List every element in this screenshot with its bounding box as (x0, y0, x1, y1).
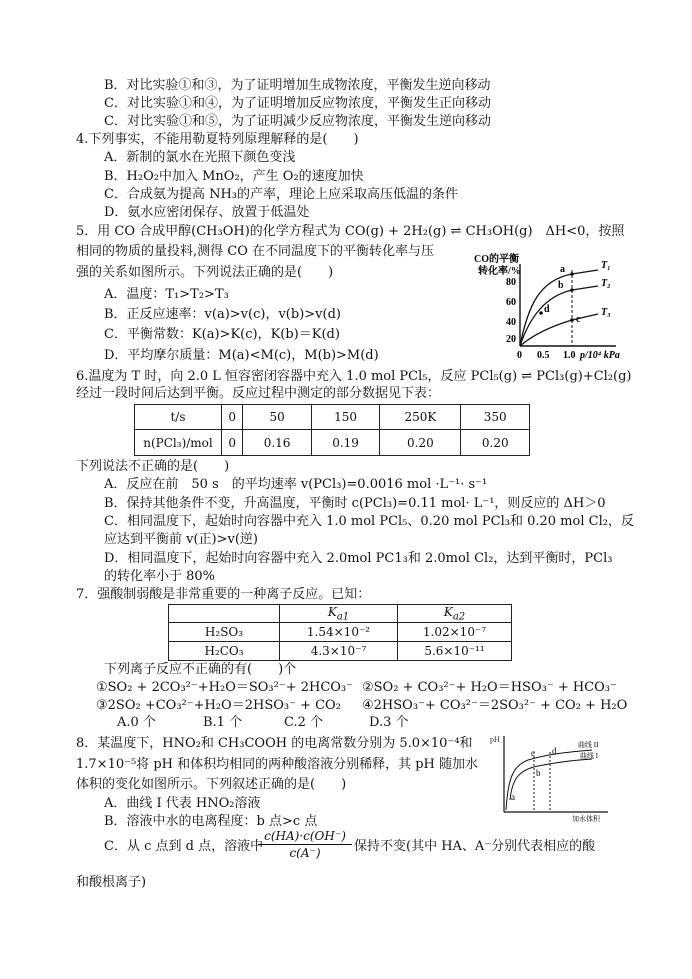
q7-stem: 7．强酸制弱酸是非常重要的一种离子反应。已知： (76, 587, 371, 602)
q7-table-row-h2so3 (169, 623, 512, 642)
q8-ph-figure (488, 730, 614, 822)
option-c-experiment-1-4: C．对比实验①和④，为了证明增加反应物浓度，平衡发生正向移动 (104, 96, 491, 111)
q6-stem-line1: 6.温度为 T 时，向 2.0 L 恒容密闭容器中充入 1.0 mol PCl₅，反应 PCl₅(g) ⇌ PCl₃(g)+Cl₂(g) (76, 369, 632, 384)
q7-cell: 1.54×10⁻² (280, 623, 398, 642)
q8-fraction-denominator: c(A⁻) (289, 846, 321, 860)
q7-reaction-3: ③2SO₂ +CO₃²⁻+H₂O＝2HSO₃⁻ + CO₂ (96, 698, 341, 713)
q6-option-d: D．相同温度下，起始时向容器中充入 2.0mol PC1₃和 2.0mol Cl₂，达到平衡时，PCl₃ (104, 551, 613, 566)
q7-cell: H₂CO₃ (169, 642, 280, 661)
q7-question: 下列离子反应不正确的有( )个 (104, 662, 297, 677)
q7-option-b: B.1 个 (203, 715, 243, 730)
q4-option-c: C．合成氨为提高 NH₃的产率，理论上应采取高压低温的条件 (104, 187, 459, 202)
q6-stem-line2: 经过一段时间后达到平衡。反应过程中测定的部分数据见下表： (76, 386, 441, 401)
q6-cell: 350 (461, 405, 530, 430)
q5-curve-label-t1: T₁ (601, 260, 611, 271)
q5-point-label-b: b (558, 280, 564, 291)
q5-stem-line3: 强的关系如图所示。下列说法正确的是( ) (76, 265, 334, 280)
q5-xtick-0-5: 0.5 (537, 350, 550, 361)
q5-stem-line2: 相同的物质的量投料,测得 CO 在不同温度下的平衡转化率与压 (76, 244, 435, 259)
q8-option-a: A．曲线 I 代表 HNO₂溶液 (104, 796, 261, 811)
option-b-experiment-1-3: B．对比实验①和③，为了证明增加生成物浓度，平衡发生逆向移动 (104, 78, 491, 93)
q8-point-label-b: b (536, 768, 541, 778)
q5-point-b (570, 288, 574, 292)
q5-option-a: A．温度：T₁>T₂>T₃ (104, 287, 229, 302)
q7-option-d: D.3 个 (369, 715, 409, 730)
q4-stem: 4.下列事实，不能用勒夏特列原理解释的是( ) (76, 132, 359, 147)
q7-reaction-1: ①SO₂ + 2CO₃²⁻+H₂O＝SO₃²⁻+ 2HCO₃⁻ (96, 680, 354, 695)
q8-fraction-numerator: c(HA)·c(OH⁻) (258, 828, 352, 845)
q8-curve-i (510, 759, 592, 800)
q4-option-a: A．新制的氯水在光照下颜色变浅 (104, 150, 296, 165)
q5-option-d: D．平均摩尔质量：M(a)<M(c)，M(b)>M(d) (104, 348, 379, 363)
q7-option-c: C.2 个 (284, 715, 324, 730)
q6-cell: 150 (311, 405, 379, 430)
q7-reaction-4: ④2HSO₃⁻+ CO₃²⁻＝2SO₃²⁻ + CO₂ + H₂O (362, 698, 628, 713)
q5-point-label-c: c (576, 314, 581, 325)
q5-stem-line1: 5．用 CO 合成甲醇(CH₃OH)的化学方程式为 CO(g) + 2H₂(g) ⇌ CH₃OH(g) ΔH<0，按照 (76, 224, 625, 239)
q7-ka1-sub: a1 (336, 611, 350, 623)
q7-table-header (169, 605, 512, 623)
q5-xtick-1-0: 1.0 (563, 350, 576, 361)
q7-table-row-h2co3 (169, 642, 512, 661)
q6-option-c: C．相同温度下，起始时向容器中充入 1.0 mol PCl₅、0.20 mol PCl₃和 0.20 mol Cl₂，反 (104, 514, 634, 529)
q7-option-a: A.0 个 (117, 715, 156, 730)
q6-question: 下列说法不正确的是( ) (76, 459, 230, 474)
q4-option-d: D．氨水应密闭保存、放置于低温处 (104, 205, 310, 220)
q7-cell (280, 605, 398, 623)
q8-option-b: B．溶液中水的电离程度：b 点>c 点 (104, 814, 318, 829)
q5-option-c: C．平衡常数：K(a)>K(c)，K(b)＝K(d) (104, 327, 340, 342)
q6-option-d-cont: 的转化率小于 80% (104, 569, 216, 584)
q6-option-a: A．反应在前 50 s 的平均速率 v(PCl₃)=0.0016 mol ·L⁻¹· s⁻¹ (104, 477, 488, 492)
q6-cell: 0.19 (311, 430, 379, 456)
q8-stem-line3: 体积的变化如图所示。下列叙述正确的是( ) (76, 777, 347, 792)
q6-cell: 0.20 (380, 430, 461, 456)
q5-curve-label-t3: T₃ (601, 307, 611, 318)
q8-ylabel: pH (490, 735, 500, 744)
q8-point-label-d: d (552, 746, 557, 756)
q6-cell: n(PCl₃)/mol (135, 430, 222, 456)
q5-ytick-60: 60 (506, 297, 516, 308)
q5-xtick-0: 0 (517, 350, 522, 361)
q7-cell: 5.6×10⁻¹¹ (398, 642, 512, 661)
q6-option-c-cont: 应达到平衡前 v(正)>v(逆) (104, 532, 259, 547)
q8-xlabel: 加水体积 (572, 815, 600, 822)
q4-option-b: B．H₂O₂中加入 MnO₂，产生 O₂的速度加快 (104, 169, 364, 184)
q6-cell: 250K (380, 405, 461, 430)
q5-ytick-20: 20 (506, 334, 516, 345)
q5-curve-t3 (520, 314, 598, 346)
q5-curve-label-t2: T₂ (601, 278, 611, 289)
q7-ka-table (168, 604, 512, 661)
q5-ytick-40: 40 (506, 317, 516, 328)
q6-cell: 0.16 (243, 430, 311, 456)
q5-ylabel-line1: CO的平衡 (474, 254, 519, 265)
q5-ytick-80: 80 (506, 277, 516, 288)
q5-xlabel: p/10⁴ kPa (580, 350, 620, 361)
q7-ka1-symbol: K (327, 605, 337, 619)
q5-option-b: B．正反应速率：v(a)>v(c)，v(b)>v(d) (104, 307, 341, 322)
q5-point-label-a: a (560, 264, 565, 275)
q7-cell: H₂SO₃ (169, 623, 280, 642)
q6-data-table (134, 404, 530, 456)
q8-point-label-a: a (511, 792, 515, 802)
q8-point-label-c: c (531, 748, 535, 758)
q8-curve-label-i: 曲线 I (580, 752, 599, 760)
q7-cell: 4.3×10⁻⁷ (280, 642, 398, 661)
q5-point-a (570, 272, 574, 276)
q7-cell: 1.02×10⁻⁷ (398, 623, 512, 642)
q8-stem-line1: 8．某温度下，HNO₂和 CH₃COOH 的电离常数分别为 5.0×10⁻⁴和 (76, 736, 473, 751)
q6-cell: 0.20 (461, 430, 530, 456)
q6-cell: 50 (243, 405, 311, 430)
q7-ka2-symbol: K (443, 605, 453, 619)
q8-option-c-cont: 和酸根离子) (76, 875, 147, 890)
q5-point-c (570, 318, 574, 322)
q7-cell (398, 605, 512, 623)
q5-point-d (539, 311, 543, 315)
q8-option-c-tail: 保持不变(其中 HA、A⁻分别代表相应的酸 (354, 839, 596, 854)
q6-option-b: B．保持其他条件不变，升高温度，平衡时 c(PCl₃)=0.11 mol· L⁻¹，则反应的 ΔH＞0 (104, 496, 606, 511)
q7-cell (169, 605, 280, 623)
q5-point-label-d: d (544, 304, 550, 315)
q6-cell: 0 (222, 405, 243, 430)
q6-table-row-amount (135, 430, 530, 456)
q8-fraction (258, 828, 352, 861)
q6-table-row-time (135, 405, 530, 430)
q7-ka2-sub: a2 (452, 611, 466, 623)
option-c-experiment-1-5: C．对比实验①和⑤，为了证明减少反应物浓度，平衡发生逆向移动 (104, 114, 491, 129)
q5-conversion-figure (468, 250, 636, 365)
q7-reaction-2: ②SO₂ + CO₃²⁻+ H₂O＝HSO₃⁻ + HCO₃⁻ (362, 680, 617, 695)
q5-ylabel-line2: 转化率/% (478, 266, 521, 277)
q8-option-c-lead: C．从 c 点到 d 点，溶液中 (104, 839, 264, 854)
q6-cell: t/s (135, 405, 222, 430)
q8-stem-line2: 1.7×10⁻⁵将 pH 和体积均相同的两种酸溶液分别稀释，其 pH 随加水 (76, 757, 479, 772)
q6-cell: 0 (222, 430, 243, 456)
q8-curve-label-ii: 曲线 II (578, 741, 599, 749)
